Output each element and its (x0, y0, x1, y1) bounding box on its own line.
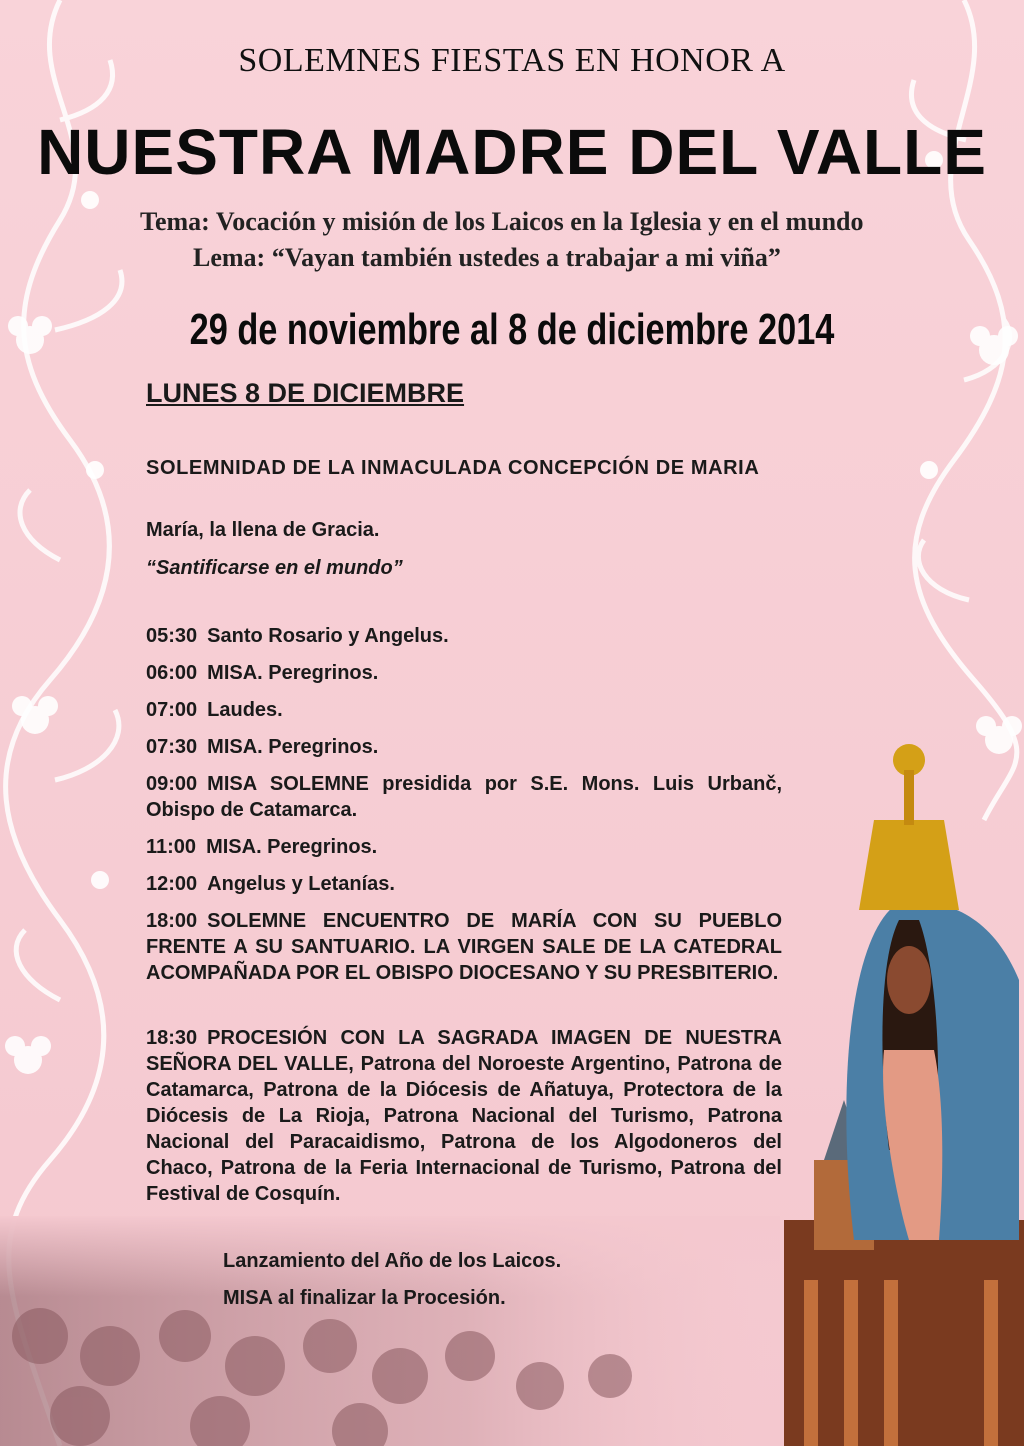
tema-line: Tema: Vocación y misión de los Laicos en la Iglesia y en el mundo (140, 207, 864, 236)
schedule-item (146, 623, 782, 649)
schedule-item (146, 734, 782, 760)
schedule-item (146, 660, 782, 686)
schedule-text: MISA SOLEMNE presidida por S.E. Mons. Luis Urbanč, Obispo de Catamarca. (146, 773, 782, 821)
schedule-time: 18:00 (146, 910, 198, 932)
closing-line-2: MISA al finalizar la Procesión. (223, 1287, 506, 1309)
solemnidad-title: SOLEMNIDAD DE LA INMACULADA CONCEPCIÓN DE MARIA (146, 457, 760, 479)
schedule-text: Angelus y Letanías. (207, 873, 395, 895)
schedule-time: 11:00 (146, 836, 197, 858)
schedule-item (146, 908, 782, 986)
schedule-item (146, 771, 782, 823)
schedule-time: 18:30 (146, 1027, 198, 1049)
lema-line: Lema: “Vayan también ustedes a trabajar a mi viña” (193, 243, 781, 272)
motto-line: “Santificarse en el mundo” (146, 557, 403, 579)
schedule-text: Laudes. (207, 699, 283, 721)
schedule-item (146, 834, 782, 860)
schedule-text: Santo Rosario y Angelus. (207, 625, 449, 647)
schedule-text: SOLEMNE ENCUENTRO DE MARÍA CON SU PUEBLO FRENTE A SU SANTUARIO. LA VIRGEN SALE DE LA CATEDRAL ACOMPAÑADA POR EL OBISPO DIOCESANO Y SU PRESBITERIO. (146, 910, 782, 984)
schedule-time: 09:00 (146, 773, 198, 795)
schedule-item (146, 1025, 782, 1207)
closing-line-1: Lanzamiento del Año de los Laicos. (223, 1250, 562, 1272)
schedule-time: 12:00 (146, 873, 198, 895)
date-range: 29 de noviembre al 8 de diciembre 2014 (189, 305, 835, 354)
schedule-text: MISA. Peregrinos. (207, 736, 379, 758)
schedule-item (146, 871, 782, 897)
schedule-text: MISA. Peregrinos. (207, 662, 379, 684)
schedule-time: 05:30 (146, 625, 198, 647)
schedule-time: 06:00 (146, 662, 198, 684)
schedule-text: PROCESIÓN CON LA SAGRADA IMAGEN DE NUESTRA SEÑORA DEL VALLE, Patrona del Noroeste Argentino, Patrona de Catamarca, Patrona de la Diócesis de Añatuya, Protectora de la Diócesis de La Rioja, Patrona Nacional del Turismo, Patrona Nacional del Paracaidismo, Patrona de los Algodoneros del Chaco, Patrona de la Feria Internacional de Turismo, Patrona del Festival de Cosquín. (146, 1027, 782, 1205)
maria-line: María, la llena de Gracia. (146, 519, 380, 541)
schedule-time: 07:00 (146, 699, 198, 721)
schedule-text: MISA. Peregrinos. (206, 836, 378, 858)
pre-title: SOLEMNES FIESTAS EN HONOR A (238, 42, 786, 79)
schedule-time: 07:30 (146, 736, 198, 758)
schedule-item (146, 697, 782, 723)
virgin-statue-image (784, 720, 1024, 1446)
day-heading: LUNES 8 DE DICIEMBRE (146, 378, 465, 408)
main-title: NUESTRA MADRE DEL VALLE (37, 116, 987, 188)
